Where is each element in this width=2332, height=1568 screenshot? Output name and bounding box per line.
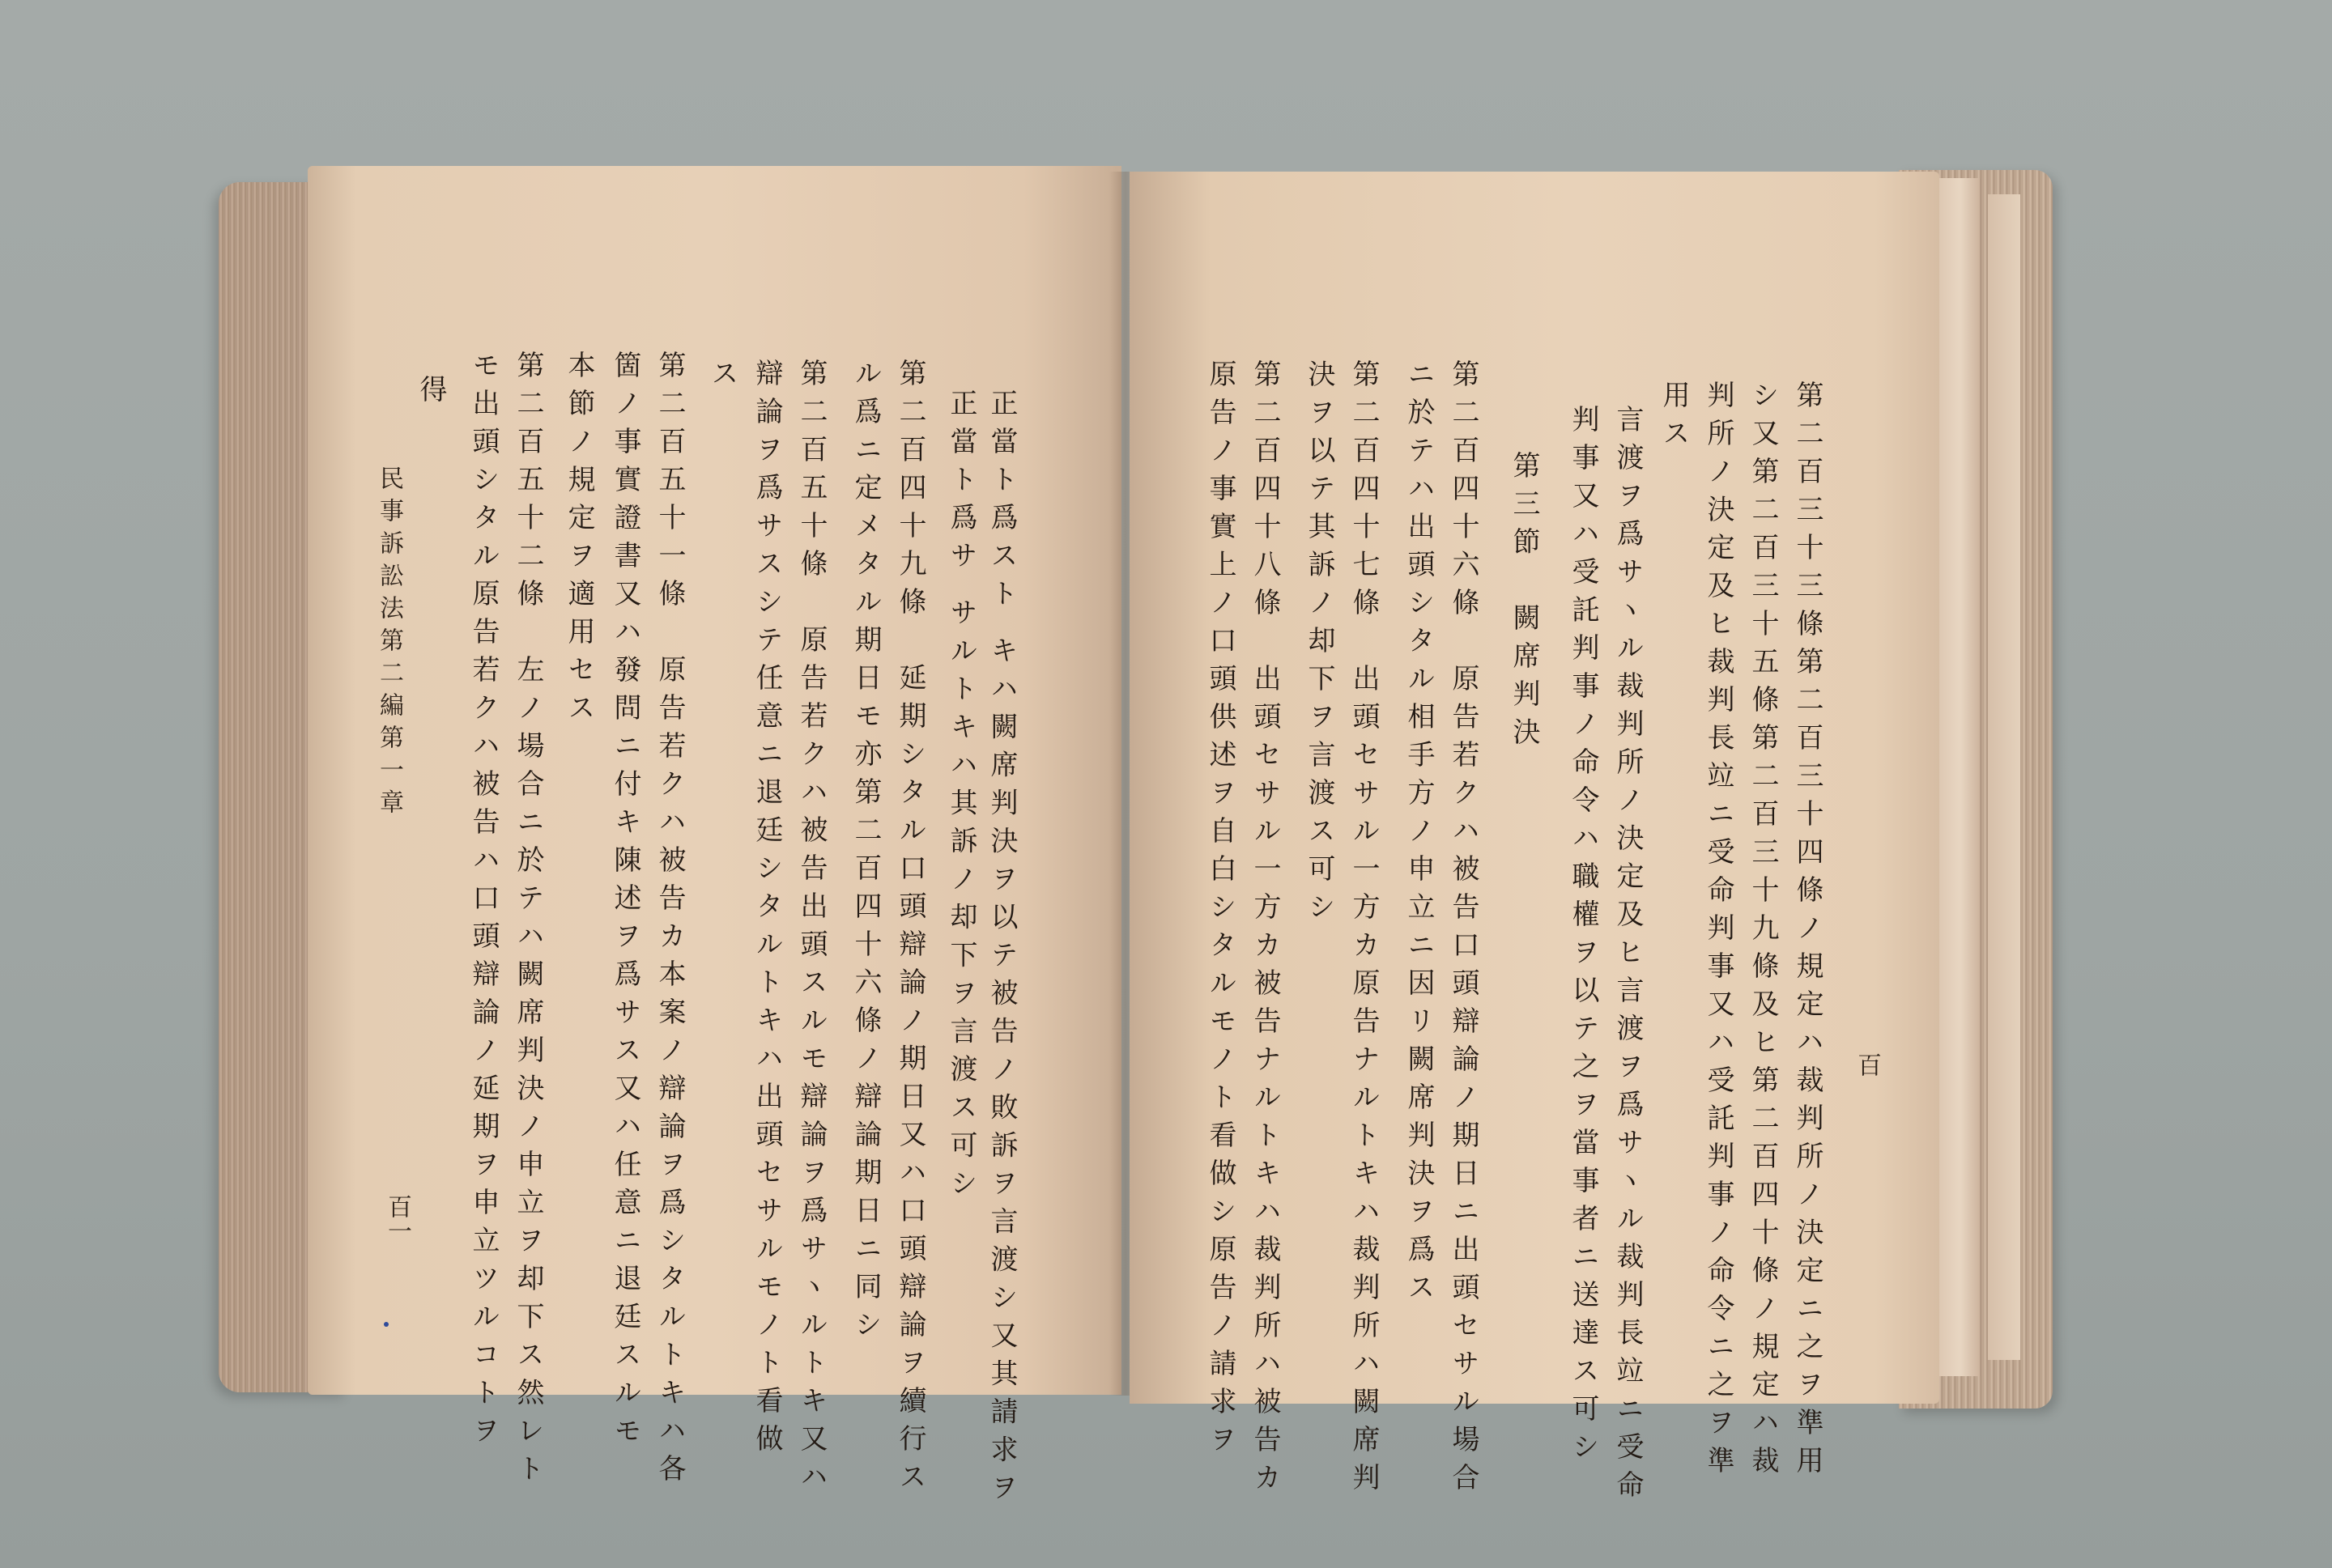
text-column: ス [706,359,738,397]
text-column: 本節ノ規定ヲ適用セス [563,351,595,731]
section-heading: 第三節 闕席判決 [1508,451,1540,755]
text-column: 得 [415,375,447,413]
page-number: 百 [1853,1052,1881,1077]
text-column: 第二百五十條 原告若クハ被告出頭スルモ辯論ヲ爲サヽルトキ又ハ [795,359,828,1500]
page-number: 百一 [383,1194,411,1243]
text-column: 判所ノ決定及ヒ裁判長竝ニ受命判事又ハ受託判事ノ命令ニ之ヲ準 [1702,380,1734,1484]
text-column: モ出頭シタル原告若クハ被告ハ口頭辯論ノ延期ヲ申立ツルコトヲ [467,351,500,1454]
text-column: 決ヲ以テ其訴ノ却下ヲ言渡ス可シ [1303,359,1335,930]
text-column: 正當ト爲スト キハ闕席判決ヲ以テ被告ノ敗訴ヲ言渡シ又其請求ヲ [985,389,1018,1511]
text-column: 第二百四十八條 出頭セサル一方カ被告ナルトキハ裁判所ハ被告カ [1249,359,1281,1501]
text-column: 辯論ヲ爲サスシテ任意ニ退廷シタルトキハ出頭セサルモノト看做 [751,359,783,1462]
text-column: 箇ノ事實證書又ハ發問ニ付キ陳述ヲ爲サス又ハ任意ニ退廷スルモ [609,351,641,1454]
text-column: ニ於テハ出頭シタル相手方ノ申立ニ因リ闕席判決ヲ爲ス [1402,359,1435,1311]
left-page [308,166,1121,1511]
text-column: 正當ト爲サ サルトキハ其訴ノ却下ヲ言渡ス可シ [945,389,977,1207]
text-column: 判事又ハ受託判事ノ命令ハ職權ヲ以テ之ヲ當事者ニ送達ス可シ [1567,405,1599,1470]
right-page [1130,172,1939,1508]
text-column: 第二百五十二條 左ノ場合ニ於テハ闕席判決ノ申立ヲ却下ス然レト [512,351,544,1492]
page-flap [1988,194,2020,1360]
text-column: 第二百三十三條第二百三十四條ノ規定ハ裁判所ノ決定ニ之ヲ準用 [1791,380,1823,1484]
text-column: 第二百四十九條 延期シタル口頭辯論ノ期日又ハ口頭辯論ヲ續行ス [894,359,926,1500]
running-head: 民事訴訟法第二編第一章 [375,465,403,822]
text-column: 第二百四十六條 原告若クハ被告口頭辯論ノ期日ニ出頭セサル場合 [1447,359,1479,1501]
text-column: 用ス [1658,380,1690,457]
text-column: ル爲ニ定メタル期日モ亦第二百四十六條ノ辯論期日ニ同シ [849,359,882,1348]
text-column: シ又第二百三十五條第二百三十九條及ヒ第二百四十條ノ規定ハ裁 [1747,380,1779,1484]
text-column: 第二百四十七條 出頭セサル一方カ原告ナルトキハ裁判所ハ闕席判 [1347,359,1380,1501]
text-column: 原告ノ事實上ノ口頭供述ヲ自白シタルモノト看做シ原告ノ請求ヲ [1204,359,1236,1463]
ink-mark [384,1322,389,1327]
text-column: 言渡ヲ爲サヽル裁判所ノ決定及ヒ言渡ヲ爲サヽル裁判長竝ニ受命 [1611,405,1644,1508]
text-column: 第二百五十一條 原告若クハ被告カ本案ノ辯論ヲ爲シタルトキハ各 [653,351,686,1492]
